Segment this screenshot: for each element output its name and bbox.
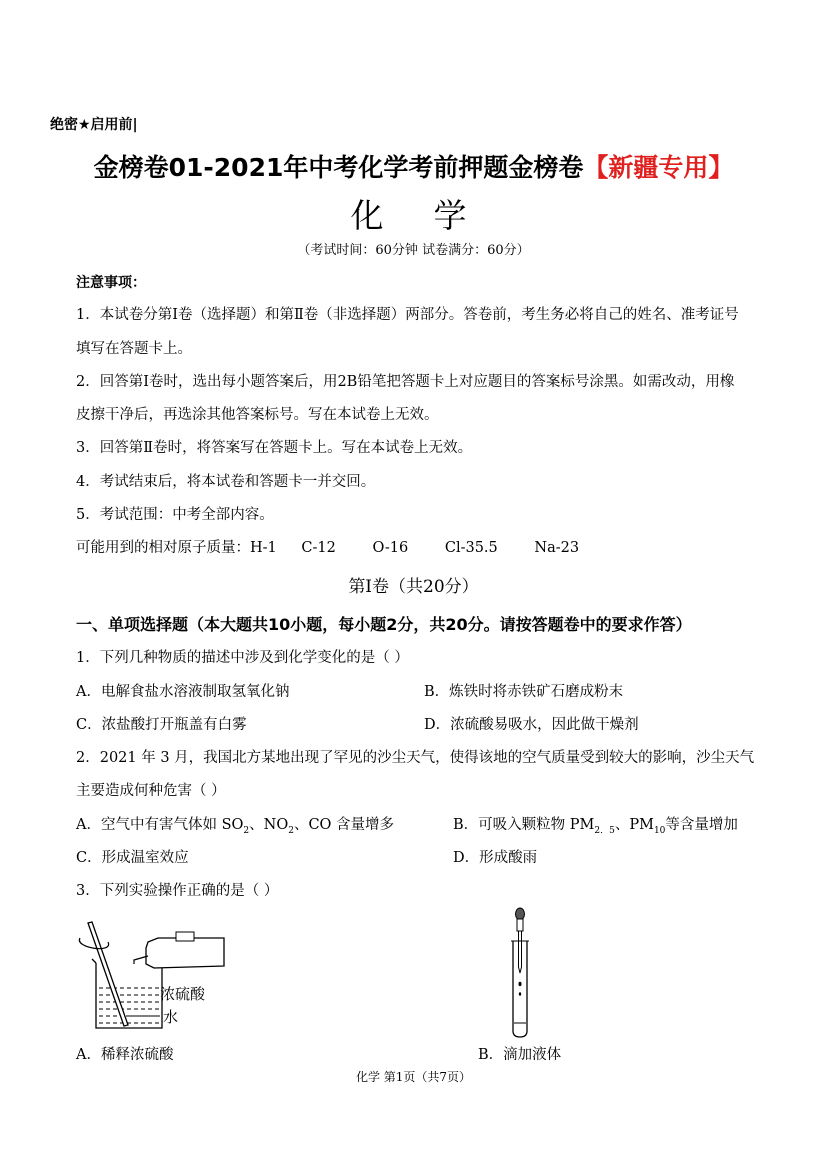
q3-stem: 3．下列实验操作正确的是（ ）	[76, 883, 279, 899]
q3-option-a: A．稀释浓硫酸	[76, 1047, 174, 1063]
dilution-figure	[74, 908, 244, 1038]
mass-cl: Cl-35.5	[444, 540, 498, 556]
title-region: 【新疆专用】	[583, 153, 734, 182]
notice-item-3: 3．回答第Ⅱ卷时，将答案写在答题卡上。写在本试卷上无效。	[76, 440, 473, 456]
q2-option-d: D．形成酸雨	[453, 850, 538, 866]
q3-option-b: B．滴加液体	[478, 1047, 562, 1063]
notice-item-4: 4．考试结束后，将本试卷和答题卡一并交回。	[76, 474, 376, 490]
notice-item-1-line-1: 1．本试卷分第Ⅰ卷（选择题）和第Ⅱ卷（非选择题）两部分。答卷前，考生务必将自己的姓名、准考证号	[76, 307, 739, 323]
notice-item-5: 5．考试范围：中考全部内容。	[76, 507, 274, 523]
q1-option-c: C．浓盐酸打开瓶盖有白雾	[76, 717, 247, 733]
q2-stem-line-2: 主要造成何种危害（ ）	[76, 783, 226, 799]
subject-title	[0, 190, 827, 237]
notice-item-1-line-2: 填写在答题卡上。	[76, 341, 192, 357]
q1-option-d: D．浓硫酸易吸水，因此做干燥剂	[424, 717, 639, 733]
section-heading: 一、单项选择题（本大题共10小题，每小题2分，共20分。请按答题卷中的要求作答）	[76, 615, 692, 634]
notice-item-2-line-2: 皮擦干净后，再选涂其他答案标号。写在本试卷上无效。	[76, 407, 439, 423]
label-concentrated-acid: 浓硫酸	[160, 985, 206, 1003]
paper-title	[0, 148, 827, 184]
dropper-figure	[505, 905, 535, 1040]
q2-stem-line-1: 2．2021 年 3 月，我国北方某地出现了罕见的沙尘天气，使得该地的空气质量受到较大的影响，沙尘天气	[76, 750, 755, 766]
subject-left: 化	[350, 196, 394, 235]
q1-stem: 1．下列几种物质的描述中涉及到化学变化的是（ ）	[76, 650, 409, 666]
title-main: 金榜卷01-2021年中考化学考前押题金榜卷	[93, 153, 584, 182]
label-water: 水	[163, 1008, 179, 1026]
secret-mark: 绝密★启用前|	[50, 117, 138, 133]
atomic-mass-line	[76, 536, 579, 557]
notice-title: 注意事项：	[76, 275, 146, 291]
section-title: 第Ⅰ卷（共20分）	[348, 577, 479, 597]
page-footer: 化学 第1页（共7页）	[355, 1070, 472, 1084]
subject-right: 学	[433, 196, 477, 235]
mass-c: C-12	[301, 540, 336, 556]
mass-na: Na-23	[534, 540, 580, 556]
mass-o: O-16	[372, 540, 409, 556]
q2-option-c: C．形成温室效应	[76, 850, 189, 866]
notice-item-2-line-1: 2．回答第Ⅰ卷时，选出每小题答案后，用2B铅笔把答题卡上对应题目的答案标号涂黑。如需改动，用橡	[76, 374, 735, 390]
q2-option-b: B．可吸入颗粒物 $PM_{2.5}$、$PM_{10}$等含量增加	[453, 817, 738, 836]
exam-time-info: （考试时间：60分钟 试卷满分：60分）	[297, 243, 530, 258]
q1-option-a: A．电解食盐水溶液制取氢氧化钠	[76, 684, 290, 700]
q1-option-b: B．炼铁时将赤铁矿石磨成粉末	[424, 684, 624, 700]
mass-h: 可能用到的相对原子质量：H-1	[76, 540, 277, 556]
q2-option-a: A．空气中有害气体如 $SO_2$、$NO_2$、CO 含量增多	[76, 817, 395, 836]
